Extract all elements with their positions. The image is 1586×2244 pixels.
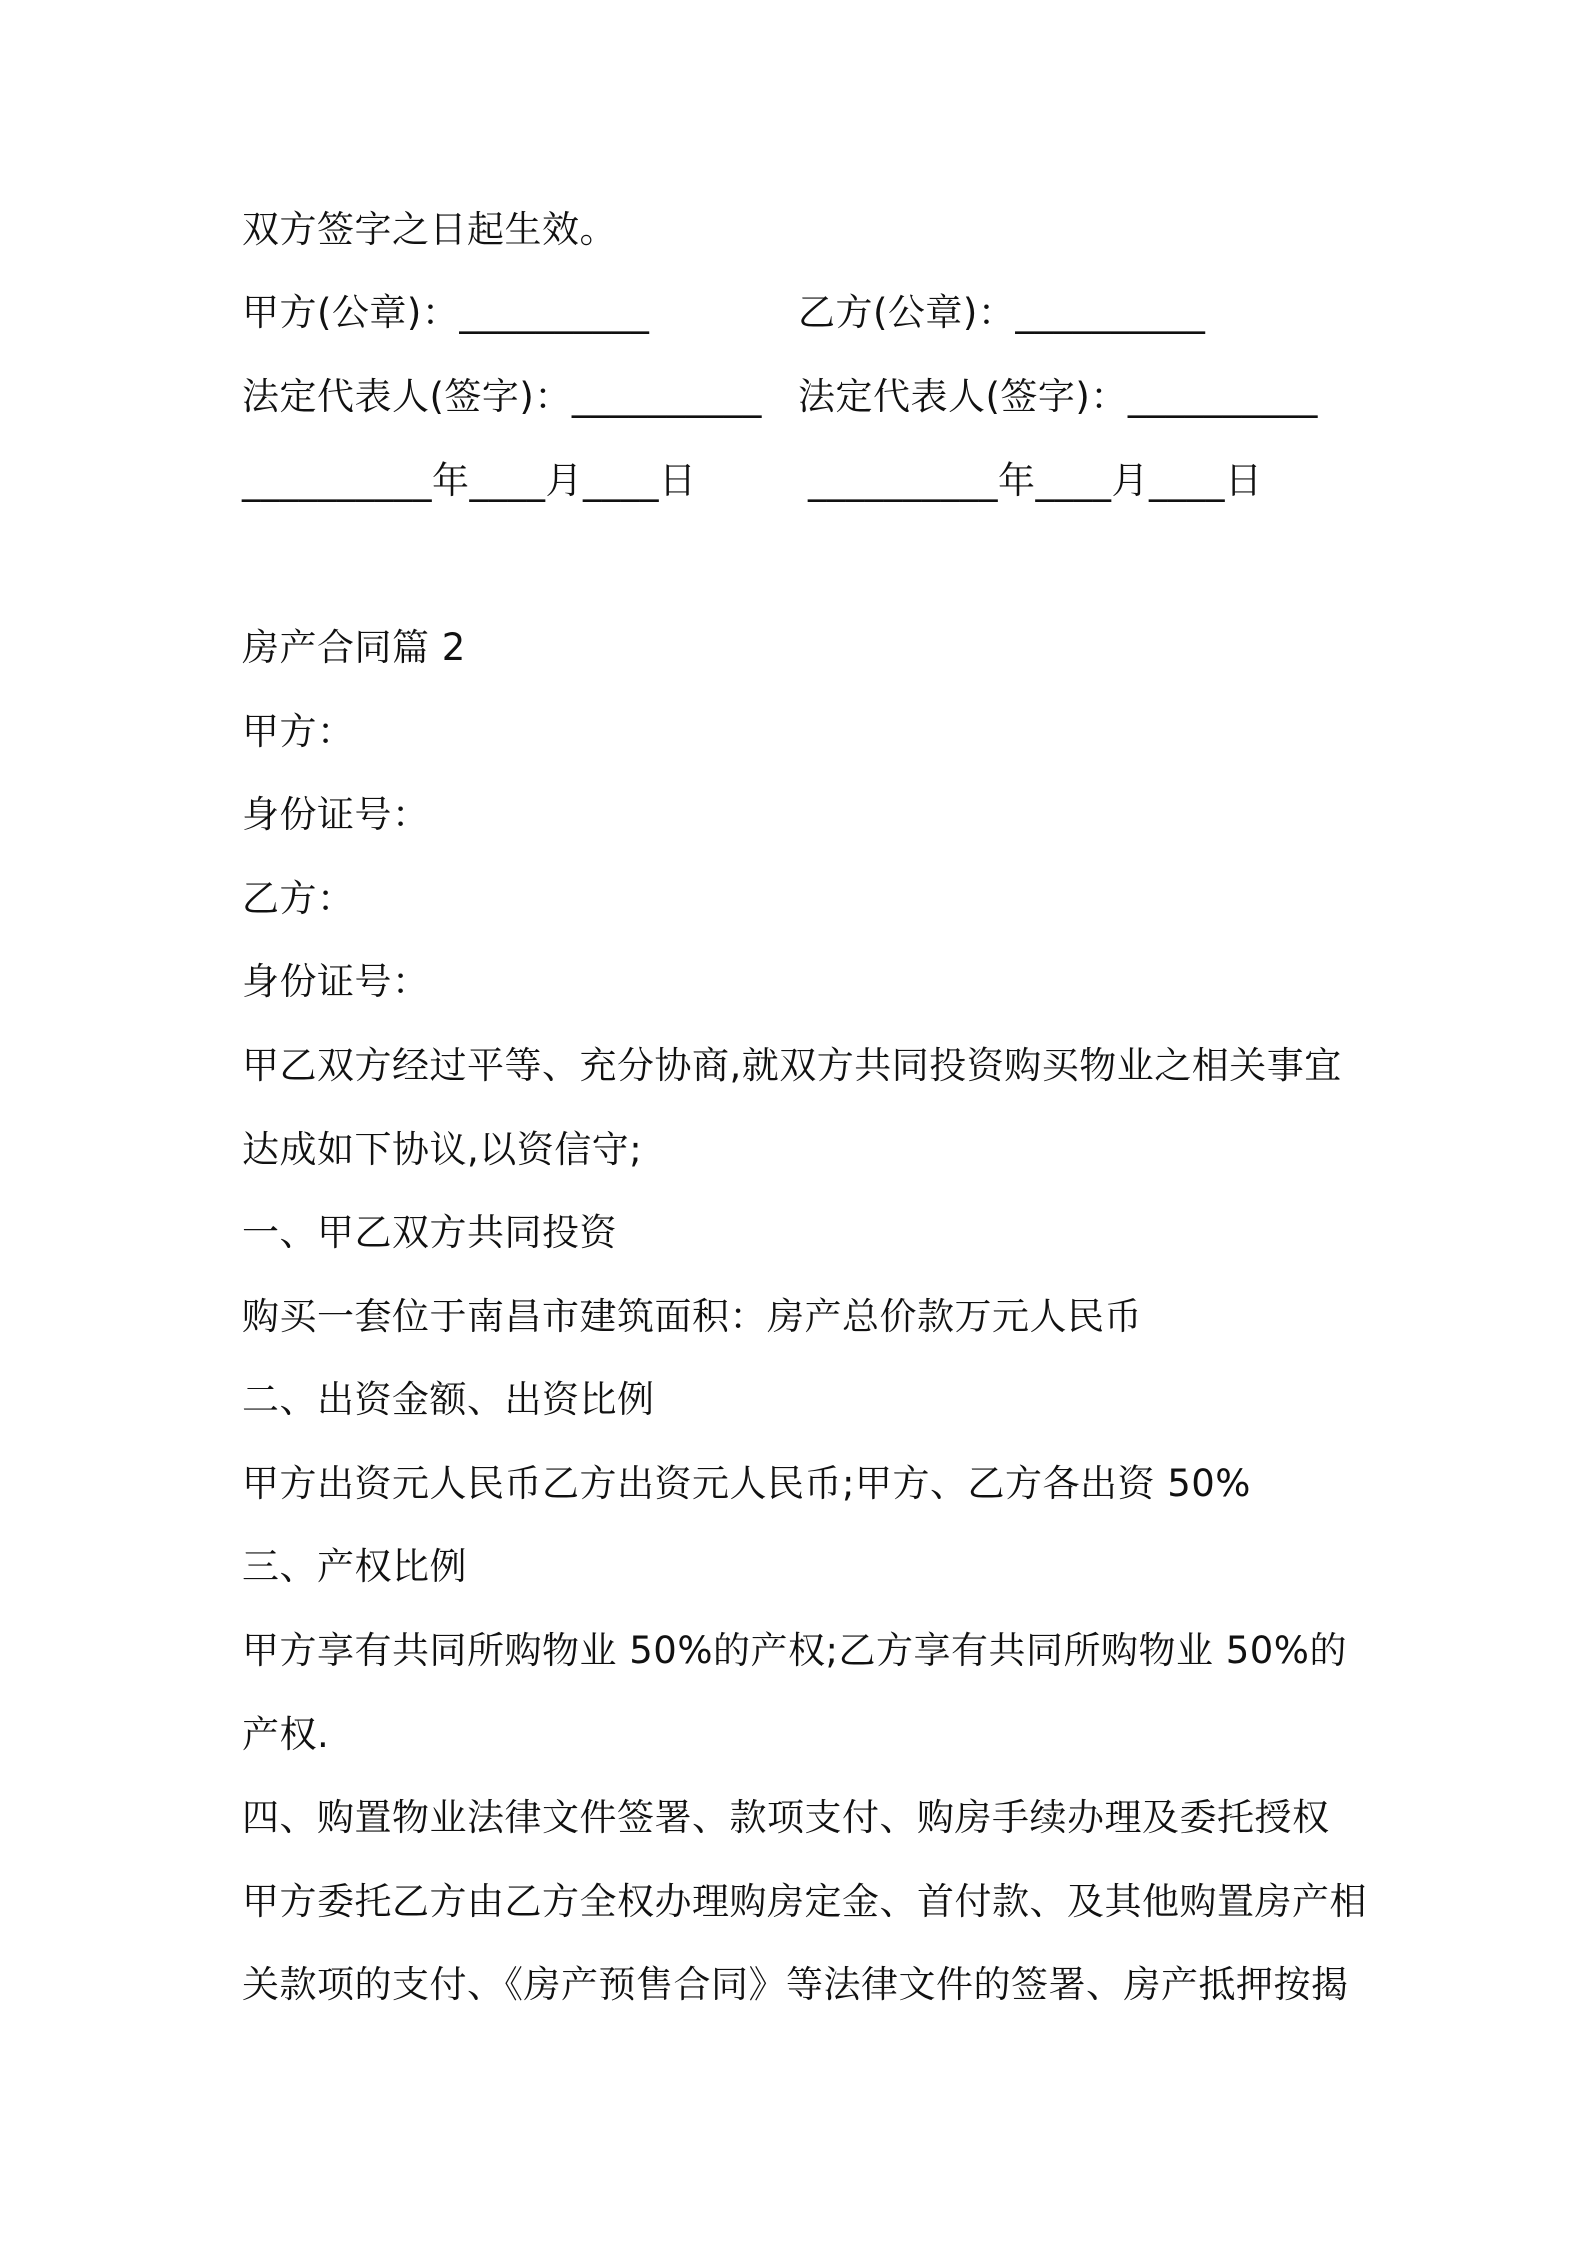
party-b-representative-field: 法定代表人(签字)：__________ (798, 375, 1318, 418)
clause-2-heading: 二、出资金额、出资比例 (242, 1378, 655, 1421)
clause-3-text-line-2: 产权. (242, 1713, 330, 1756)
party-b-id-label: 身份证号： (242, 960, 430, 1003)
clause-4-text-line-1: 甲方委托乙方由乙方全权办理购房定金、首付款、及其他购置房产相 (242, 1880, 1367, 1923)
party-a-label: 甲方： (242, 710, 355, 753)
section-title: 房产合同篇 2 (242, 626, 466, 669)
party-b-label: 乙方： (242, 877, 355, 920)
party-b-seal-field: 乙方(公章)：__________ (798, 291, 1206, 334)
party-a-id-label: 身份证号： (242, 793, 430, 836)
clause-1-text: 购买一套位于南昌市建筑面积：房产总价款万元人民币 (242, 1295, 1142, 1338)
preamble-line-2: 达成如下协议,以资信守; (242, 1128, 643, 1171)
party-a-representative-field: 法定代表人(签字)：__________ (242, 375, 762, 418)
party-a-date-field: __________年____月____日 (242, 459, 697, 502)
clause-4-text-line-2: 关款项的支付、《房产预售合同》等法律文件的签署、房产抵押按揭 (242, 1963, 1349, 2006)
clause-4-heading: 四、购置物业法律文件签署、款项支付、购房手续办理及委托授权 (242, 1796, 1330, 1839)
clause-1-heading: 一、甲乙双方共同投资 (242, 1211, 617, 1254)
party-b-date-field: __________年____月____日 (808, 459, 1263, 502)
clause-2-text: 甲方出资元人民币乙方出资元人民币;甲方、乙方各出资 50% (242, 1462, 1251, 1505)
clause-3-heading: 三、产权比例 (242, 1545, 467, 1588)
preamble-line-1: 甲乙双方经过平等、充分协商,就双方共同投资购买物业之相关事宜 (242, 1044, 1342, 1087)
clause-3-text-line-1: 甲方享有共同所购物业 50%的产权;乙方享有共同所购物业 50%的 (242, 1629, 1347, 1672)
effective-clause: 双方签字之日起生效。 (242, 208, 617, 251)
party-a-seal-field: 甲方(公章)：__________ (242, 291, 650, 334)
